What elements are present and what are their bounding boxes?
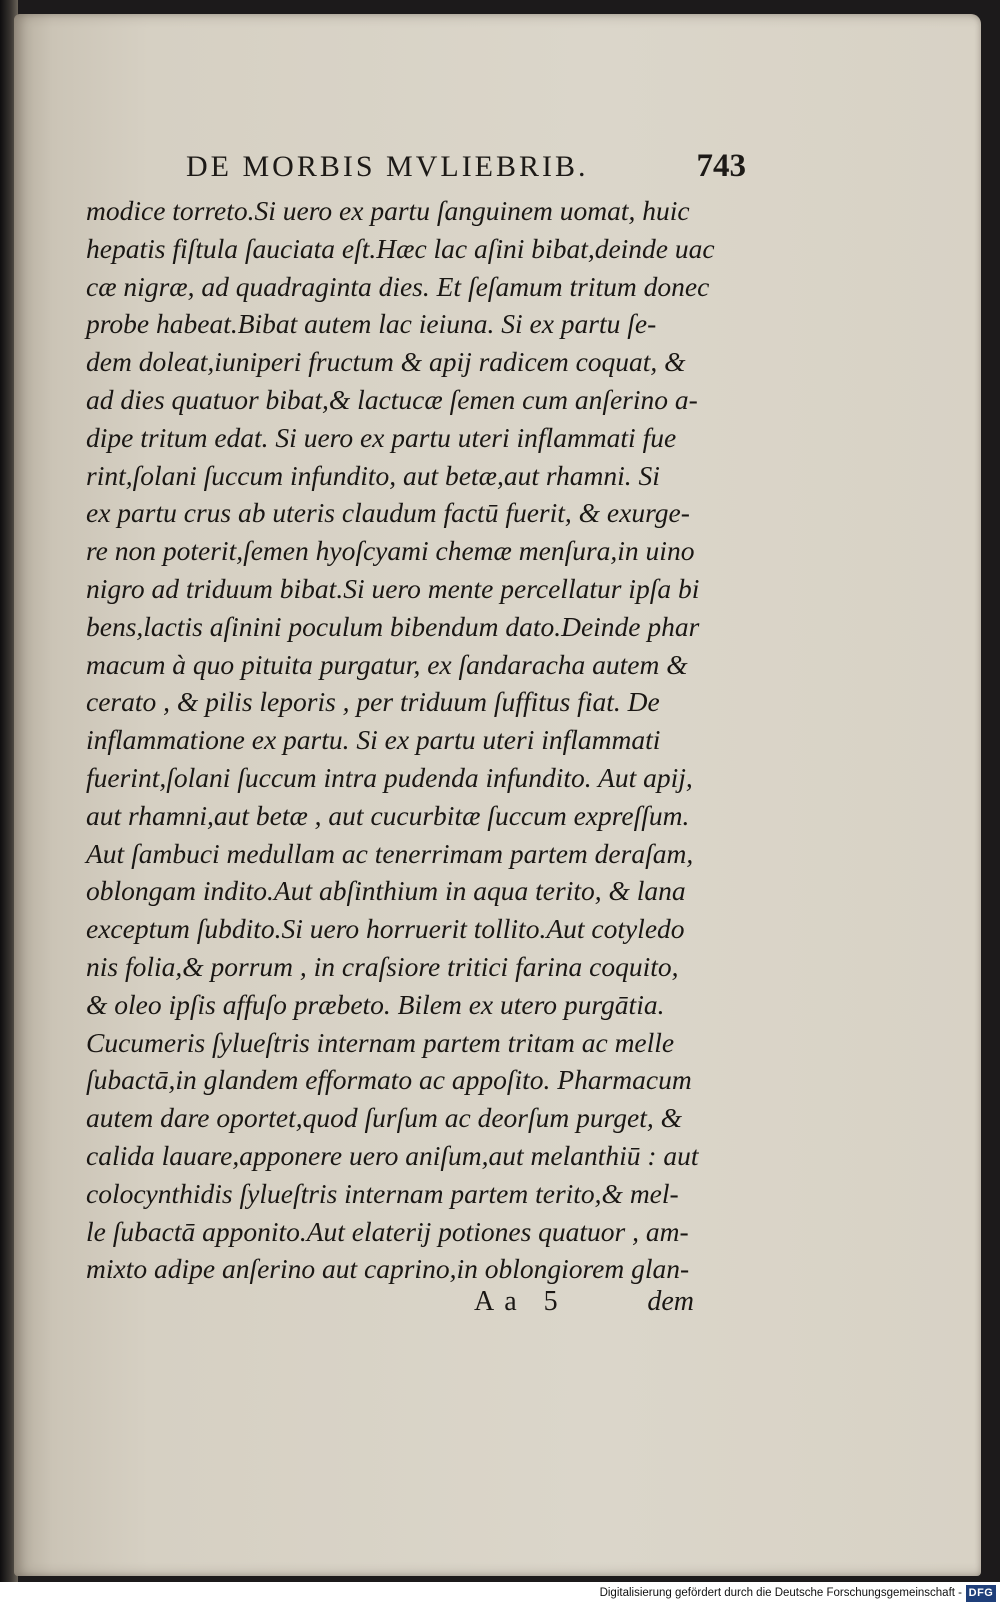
page-header — [186, 150, 746, 190]
text-line: macum à quo pituita purgatur, ex ſandaracha autem & — [86, 648, 688, 680]
text-line: fuerint,ſolani ſuccum intra pudenda infundito. Aut apij, — [86, 761, 693, 793]
text-line: exceptum ſubdito.Si uero horruerit tollito.Aut cotyledo — [86, 913, 685, 945]
text-line: ad dies quatuor bibat,& lactucæ ſemen cum anſerino a- — [86, 383, 698, 415]
text-line: ſubactā,in glandem efformato ac appoſito. Pharmacum — [86, 1064, 692, 1096]
text-line: dipe tritum edat. Si uero ex partu uteri inflammati fue — [86, 421, 677, 453]
text-line: rint,ſolani ſuccum infundito, aut betæ,aut rhamni. Si — [86, 459, 660, 491]
text-line: colocynthidis ſylueſtris internam partem terito,& mel- — [86, 1177, 679, 1209]
text-line: re non poterit,ſemen hyoſcyami chemæ menſura,in uino — [86, 535, 695, 567]
text-line: probe habeat.Bibat autem lac ieiuna. Si ex partu ſe- — [86, 308, 657, 340]
dfg-logo-icon: DFG — [966, 1585, 996, 1602]
text-line: nis folia,& porrum , in craſsiore tritici farina coquito, — [86, 950, 679, 982]
book-page — [14, 14, 981, 1576]
digitization-footer — [0, 1582, 1000, 1607]
text-line: cæ nigræ, ad quadraginta dies. Et ſeſamum tritum donec — [86, 270, 710, 302]
text-line: dem doleat,iuniperi fructum & apij radicem coquat, & — [86, 346, 686, 378]
text-line: mixto adipe anſerino aut caprino,in oblongiorem glan- — [86, 1253, 690, 1285]
text-line: oblongam indito.Aut abſinthium in aqua terito, & lana — [86, 875, 686, 907]
page-number: 743 — [696, 148, 746, 184]
text-line: Aut ſambuci medullam ac tenerrimam partem deraſam, — [86, 837, 694, 869]
text-line: Cucumeris ſylueſtris internam partem tritam ac melle — [86, 1026, 675, 1058]
page-footer — [474, 1286, 724, 1326]
catchword: dem — [647, 1286, 694, 1317]
signature-mark: Aa 5 — [474, 1286, 568, 1317]
text-line: cerato , & pilis leporis , per triduum ſuffitus fiat. De — [86, 686, 660, 718]
text-line: aut rhamni,aut betæ , aut cucurbitæ ſuccum expreſſum. — [86, 799, 690, 831]
text-line: inflammatione ex partu. Si ex partu uteri inflammati — [86, 724, 661, 756]
text-line: & oleo ipſis affuſo præbeto. Bilem ex utero purgātia. — [86, 988, 665, 1020]
text-line: autem dare oportet,quod ſurſum ac deorſum purget, & — [86, 1102, 683, 1134]
text-line: bens,lactis aſinini poculum bibendum dato.Deinde phar — [86, 610, 700, 642]
text-line: calida lauare,apponere uero aniſum,aut melanthiū : aut — [86, 1139, 699, 1171]
body-text — [86, 192, 746, 1288]
text-line: hepatis fiſtula ſauciata eſt.Hæc lac aſini bibat,deinde uac — [86, 232, 715, 264]
funding-credit: Digitalisierung gefördert durch die Deutsche Forschungsgemeinschaft - — [599, 1587, 962, 1599]
text-line: modice torreto.Si uero ex partu ſanguinem uomat, huic — [86, 195, 690, 226]
running-head: DE MORBIS MVLIEBRIB. — [186, 150, 589, 183]
text-line: ex partu crus ab uteris claudum factū fuerit, & exurge- — [86, 497, 690, 529]
text-line: le ſubactā apponito.Aut elaterij potiones quatuor , am- — [86, 1215, 689, 1247]
text-line: nigro ad triduum bibat.Si uero mente percellatur ipſa bi — [86, 572, 700, 604]
